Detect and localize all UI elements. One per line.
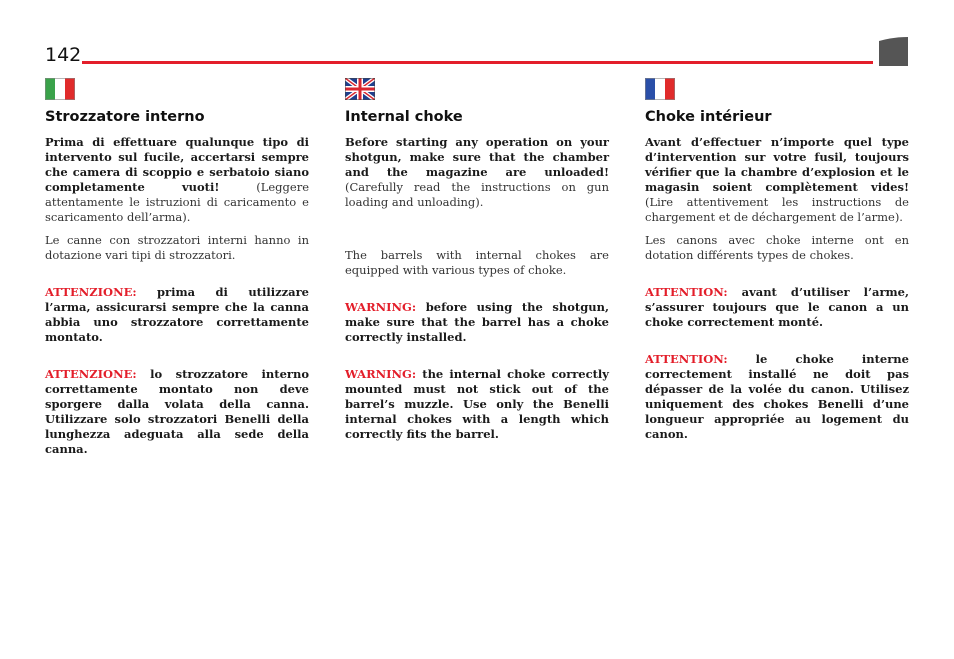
intro-bold: Prima di effettuare qualunque tipo di intervento sul fucile, accertarsi sempre che camera di scoppio e serbatoio siano completamente vuoti! — [45, 135, 309, 194]
barrels-paragraph: Les canons avec choke interne ont en dotation différents types de chokes. — [645, 233, 909, 262]
column-english — [345, 78, 609, 442]
warning-1 — [645, 285, 909, 330]
intro-bold: Avant d’effectuer n’importe quel type d’intervention sur votre fusil, toujours vérifier que la chambre d’explosion et le magasin soient complètement vides! — [645, 135, 909, 194]
uk-flag-icon — [345, 78, 375, 100]
warning-2-label: ATTENZIONE: — [45, 367, 137, 381]
barrels-paragraph: Le canne con strozzatori interni hanno in dotazione vari tipi di strozzatori. — [45, 233, 309, 262]
warning-2 — [645, 352, 909, 442]
warning-1-label: ATTENZIONE: — [45, 285, 137, 299]
corner-tab-icon — [879, 37, 908, 66]
warning-2 — [45, 367, 309, 457]
intro-paragraph — [45, 135, 309, 225]
section-title: Choke intérieur — [645, 109, 772, 125]
intro-normal: (Carefully read the instructions on gun loading and unloading). — [345, 180, 609, 209]
warning-2-label: ATTENTION: — [645, 352, 728, 366]
warning-2-text: le choke interne correctement installé ne doit pas dépasser de la volée du canon. Utilisez uniquement des chokes Benelli d’une longueur appropriée au logement du canon. — [645, 352, 909, 441]
warning-2 — [345, 367, 609, 442]
warning-1 — [45, 285, 309, 345]
warning-2-text: the internal choke correctly mounted must not stick out of the barrel’s muzzle. Use only the Benelli internal chokes with a length which correctly fits the barrel. — [345, 367, 609, 441]
warning-1-text: prima di utilizzare l’arma, assicurarsi sempre che la canna abbia uno strozzatore correttamente montato. — [45, 285, 309, 344]
intro-bold: Before starting any operation on your shotgun, make sure that the chamber and the magazine are unloaded! — [345, 135, 609, 179]
page-number: 142 — [45, 44, 82, 66]
header-rule — [82, 61, 873, 64]
warning-1-label: ATTENTION: — [645, 285, 728, 299]
column-italian — [45, 78, 309, 457]
intro-paragraph — [645, 135, 909, 225]
barrels-paragraph: The barrels with internal chokes are equipped with various types of choke. — [345, 248, 609, 277]
france-flag-icon — [645, 78, 675, 100]
intro-normal: (Lire attentivement les instructions de chargement et de déchargement de l’arme). — [645, 195, 909, 224]
intro-normal: (Leggere attentamente le istruzioni di caricamento e scaricamento dell’arma). — [45, 180, 309, 224]
warning-1-label: WARNING: — [345, 300, 417, 314]
warning-2-label: WARNING: — [345, 367, 417, 381]
warning-2-text: lo strozzatore interno correttamente montato non deve sporgere dalla volata della canna. Utilizzare solo strozzatori Benelli della lunghezza adeguata alla sede della canna. — [45, 367, 309, 456]
column-french — [645, 78, 909, 442]
italy-flag-icon — [45, 78, 75, 100]
section-title: Strozzatore interno — [45, 109, 205, 125]
warning-1 — [345, 300, 609, 345]
warning-1-text: before using the shotgun, make sure that the barrel has a choke correctly installed. — [345, 300, 609, 344]
warning-1-text: avant d’utiliser l’arme, s’assurer toujours que le canon a un choke correctement monté. — [645, 285, 909, 329]
section-title: Internal choke — [345, 109, 463, 125]
intro-paragraph — [345, 135, 609, 210]
